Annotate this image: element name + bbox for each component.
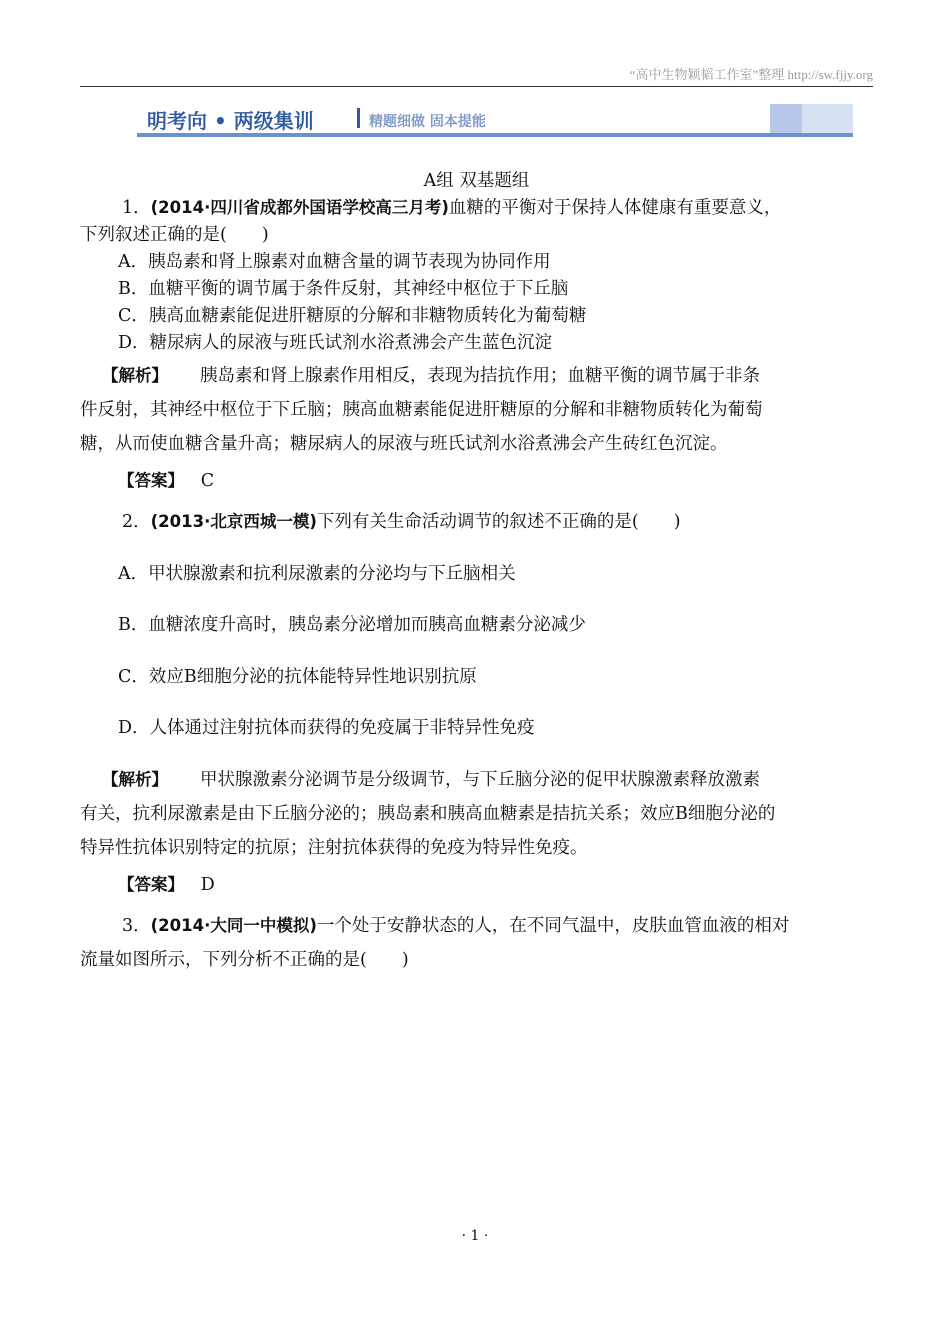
question-stem: [80, 194, 873, 222]
explanation: [80, 359, 873, 393]
question-stem-text: 血糖的平衡对于保持人体健康有重要意义，: [448, 198, 782, 218]
answer: [80, 871, 873, 899]
page-header: [80, 64, 873, 87]
answer: [80, 467, 873, 495]
banner-accent-block-light: [802, 104, 853, 133]
explanation-line: 糖，从而使血糖含量升高；糖尿病人的尿液与班氏试剂水浴煮沸会产生砖红色沉淀。: [80, 434, 728, 454]
explanation-line: 件反射，其神经中枢位于下丘脑；胰高血糖素能促进肝糖原的分解和非糖物质转化为葡萄: [80, 400, 763, 420]
explanation-line: 特异性抗体识别特定的抗原；注射抗体获得的免疫为特异性免疫。: [80, 837, 588, 858]
question-number: 3．: [122, 915, 151, 936]
question-stem-text: 下列有关生命活动调节的叙述不正确的是( ): [316, 512, 681, 532]
option-b: B．血糖浓度升高时，胰岛素分泌增加而胰高血糖素分泌减少: [118, 615, 586, 635]
question-2: [80, 505, 873, 899]
question-stem: [80, 505, 873, 539]
question-stem-continued: 下列叙述正确的是( ): [80, 225, 269, 245]
option-d: D．人体通过注射抗体而获得的免疫属于非特异性免疫: [118, 718, 535, 738]
header-source: “高中生物颖韬工作室”整理 http://sw.fjjy.org: [629, 67, 873, 82]
question-stem-continued: 流量如图所示，下列分析不正确的是( ): [80, 949, 409, 970]
question-stem-text: 一个处于安静状态的人，在不同气温中，皮肤血管血液的相对: [316, 915, 790, 936]
question-source: (2014·大同一中模拟): [150, 915, 317, 935]
option-c: C．效应B细胞分泌的抗体能特异性地识别抗原: [118, 666, 477, 687]
explanation-label: 【解析】: [102, 366, 168, 385]
document-body: [80, 168, 873, 977]
explanation: [80, 763, 873, 797]
answer-value: C: [200, 471, 215, 491]
answer-label: 【答案】: [118, 471, 184, 490]
question-source: (2013·北京西城一模): [150, 512, 317, 531]
banner-title: 明考向 • 两级集训: [147, 109, 314, 133]
option-a: A．胰岛素和肾上腺素对血糖含量的调节表现为协同作用: [118, 252, 551, 272]
answer-label: 【答案】: [118, 874, 184, 894]
group-title: A组 双基题组: [423, 171, 530, 191]
banner-subtitle: 精题细做 固本提能: [369, 114, 486, 130]
option-a: A．甲状腺激素和抗利尿激素的分泌均与下丘脑相关: [118, 563, 516, 584]
explanation-line: 有关，抗利尿激素是由下丘脑分泌的；胰岛素和胰高血糖素是拮抗关系；效应B细胞分泌的: [80, 803, 776, 824]
question-number: 1．: [122, 198, 151, 218]
banner-accent-block: [770, 104, 802, 133]
explanation-line: 甲状腺激素分泌调节是分级调节，与下丘脑分泌的促甲状腺激素释放激素: [200, 769, 760, 790]
option-b: B．血糖平衡的调节属于条件反射，其神经中枢位于下丘脑: [118, 279, 569, 299]
question-number: 2．: [122, 512, 151, 532]
explanation-line: 胰岛素和肾上腺素作用相反，表现为拮抗作用；血糖平衡的调节属于非条: [200, 366, 760, 386]
banner-underline: [137, 133, 853, 137]
banner-divider: [357, 108, 360, 128]
question-3: [80, 909, 873, 977]
question-1: [80, 194, 873, 495]
option-d: D．糖尿病人的尿液与班氏试剂水浴煮沸会产生蓝色沉淀: [118, 333, 553, 353]
question-stem: [80, 909, 873, 943]
page-number: · 1 ·: [461, 1228, 489, 1244]
question-source: (2014·四川省成都外国语学校高三月考): [150, 198, 449, 217]
explanation-label: 【解析】: [102, 769, 168, 789]
section-banner: [137, 104, 853, 137]
answer-value: D: [200, 874, 215, 895]
option-c: C．胰高血糖素能促进肝糖原的分解和非糖物质转化为葡萄糖: [118, 306, 587, 326]
